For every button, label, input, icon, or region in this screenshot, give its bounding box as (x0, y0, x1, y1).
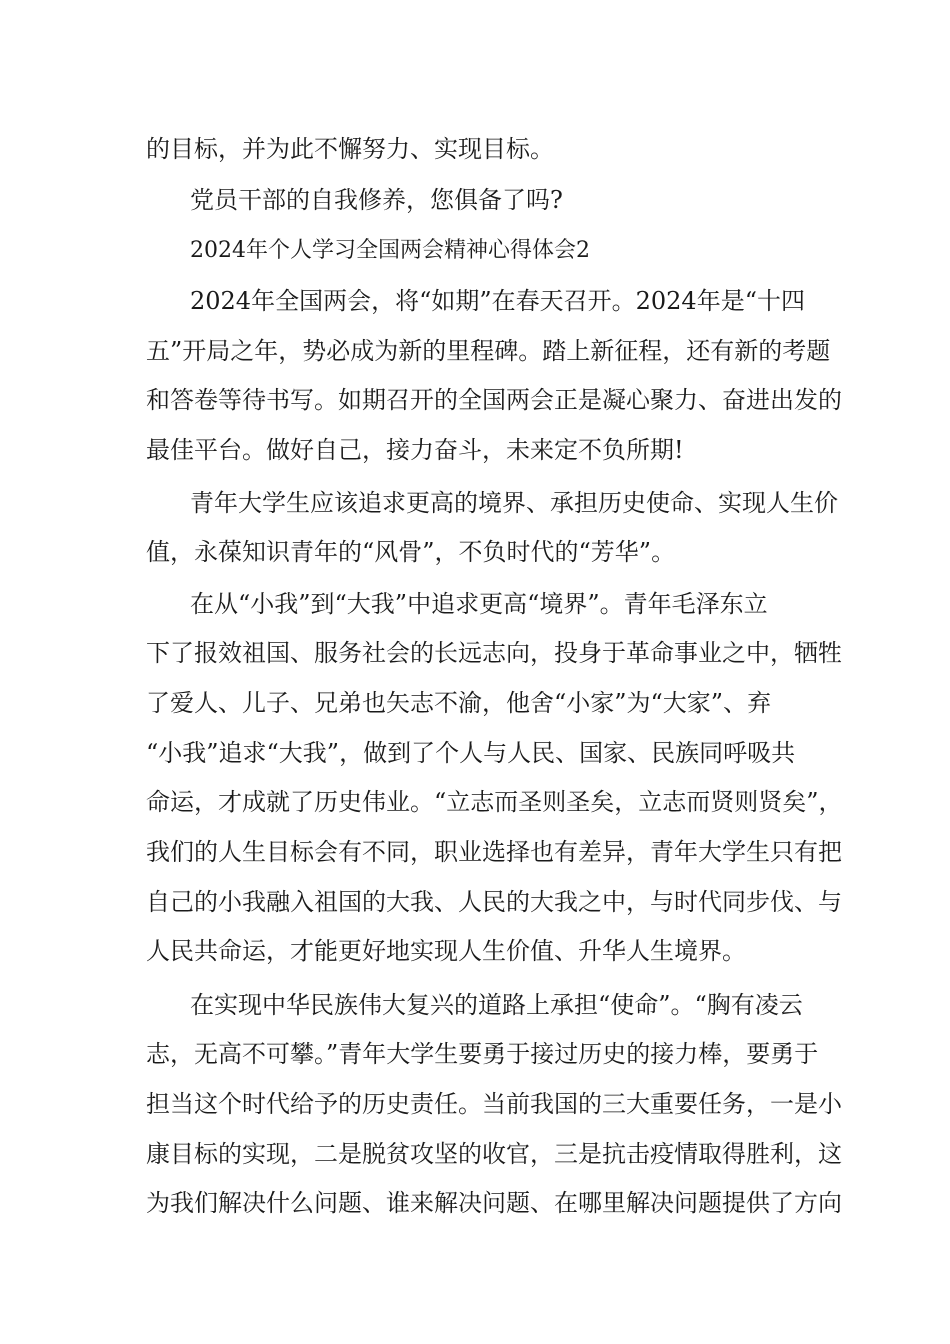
text-line: 青年大学生应该追求更高的境界、承担历史使命、实现人生价 (190, 489, 838, 517)
text-line: 为我们解决什么问题、谁来解决问题、在哪里解决问题提供了方向 (146, 1189, 842, 1217)
text-line: 康目标的实现，二是脱贫攻坚的收官，三是抗击疫情取得胜利，这 (146, 1140, 842, 1168)
text-line: 我们的人生目标会有不同，职业选择也有差异，青年大学生只有把 (146, 838, 842, 866)
text-line: 了爱人、儿子、兄弟也矢志不渝，他舍“小家”为“大家”、弃 (146, 689, 772, 717)
text-line: 志，无高不可攀。”青年大学生要勇于接过历史的接力棒，要勇于 (146, 1040, 819, 1068)
text-line: 值，永葆知识青年的“风骨”，不负时代的“芳华”。 (146, 538, 676, 566)
text-line: 的目标，并为此不懈努力、实现目标。 (146, 135, 554, 163)
text-line: 2024年全国两会，将“如期”在春天召开。2024年是“十四 (190, 287, 805, 315)
text-line: 担当这个时代给予的历史责任。当前我国的三大重要任务，一是小 (146, 1090, 842, 1118)
text-line: 人民共命运，才能更好地实现人生价值、升华人生境界。 (146, 937, 746, 965)
text-line: 和答卷等待书写。如期召开的全国两会正是凝心聚力、奋进出发的 (146, 386, 842, 414)
text-line: 五”开局之年，势必成为新的里程碑。踏上新征程，还有新的考题 (146, 337, 831, 365)
text-line: 命运，才成就了历史伟业。“立志而圣则圣矣，立志而贤则贤矣”， (146, 788, 843, 816)
text-line: 下了报效祖国、服务社会的长远志向，投身于革命事业之中，牺牲 (146, 639, 842, 667)
text-line: 在从“小我”到“大我”中追求更高“境界”。青年毛泽东立 (190, 590, 768, 618)
text-line: “小我”追求“大我”，做到了个人与人民、国家、民族同呼吸共 (146, 739, 796, 767)
text-line: 自己的小我融入祖国的大我、人民的大我之中，与时代同步伐、与 (146, 888, 842, 916)
text-line: 在实现中华民族伟大复兴的道路上承担“使命”。“胸有凌云 (190, 991, 803, 1019)
text-line: 党员干部的自我修养，您俱备了吗? (190, 186, 563, 214)
subheading: 2024年个人学习全国两会精神心得体会2 (190, 238, 590, 263)
text-line: 最佳平台。做好自己，接力奋斗，未来定不负所期! (146, 436, 684, 464)
